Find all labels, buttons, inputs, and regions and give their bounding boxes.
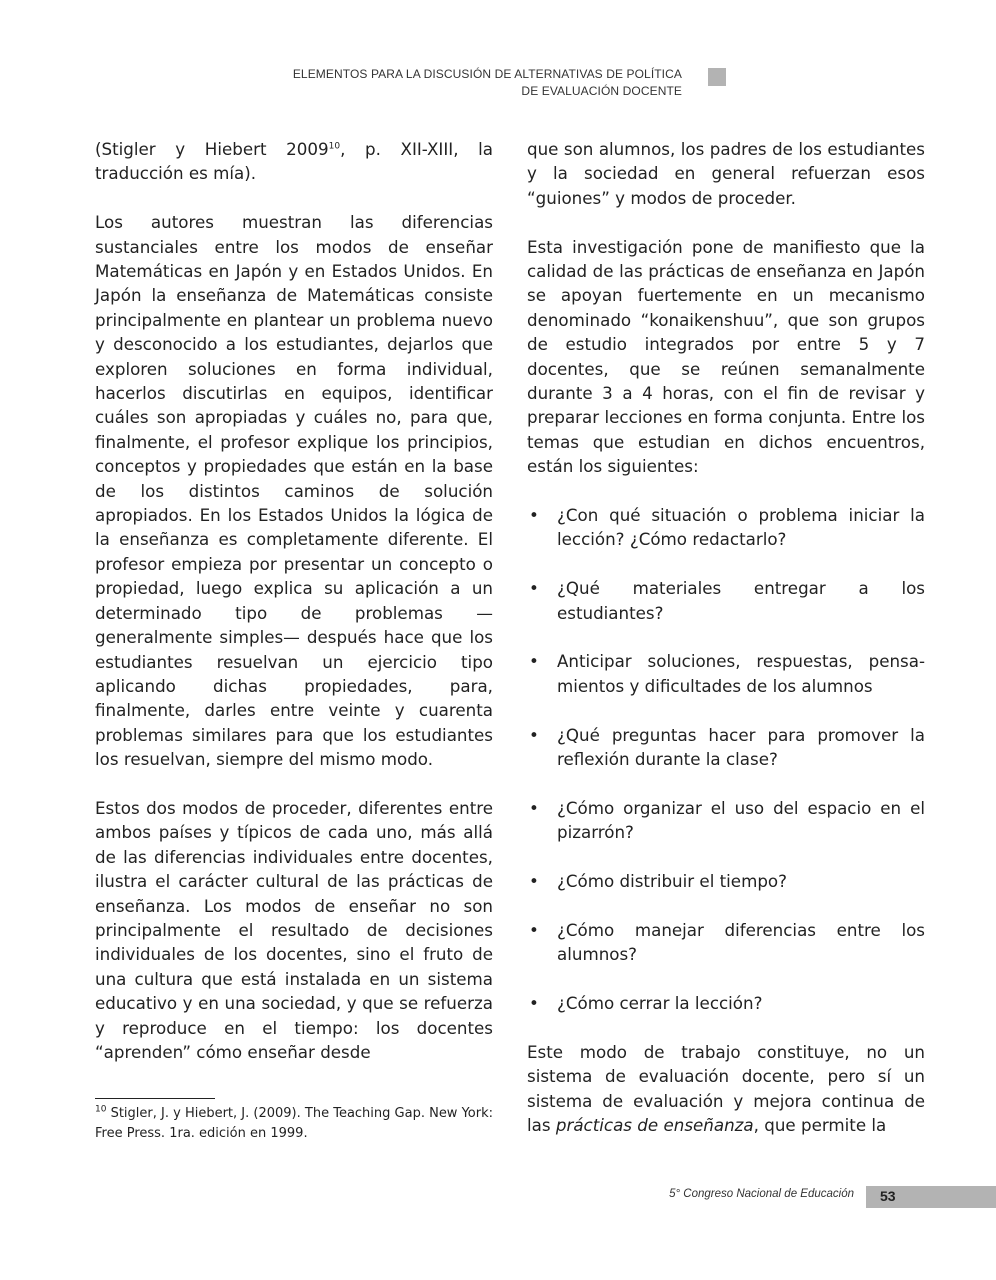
- topics-list: [527, 503, 925, 1015]
- bullet-icon: •: [529, 651, 539, 672]
- footnote: [95, 1104, 493, 1144]
- running-header: [262, 66, 682, 100]
- list-item-text: ¿Con qué situación o problema iniciar la lección? ¿Cómo redactarlo?: [557, 505, 925, 550]
- paragraph-conclusion: [527, 1040, 925, 1138]
- bullet-icon: •: [529, 993, 539, 1014]
- list-item: [527, 723, 925, 772]
- paragraph-citation: [95, 137, 493, 186]
- bullet-icon: •: [529, 797, 539, 818]
- bullet-icon: •: [529, 505, 539, 526]
- list-item-text: ¿Qué materiales entregar a los estudiantes?: [557, 578, 925, 623]
- bullet-icon: •: [529, 871, 539, 892]
- footnote-divider: [95, 1098, 215, 1099]
- header-marker: [708, 68, 726, 86]
- list-item: [527, 918, 925, 967]
- list-item-text: ¿Cómo organizar el uso del espacio en el pizarrón?: [557, 797, 925, 843]
- citation-text-end: , p. XII-XIII, la traducción es mía).: [95, 139, 493, 184]
- page-number-box: [866, 1186, 996, 1208]
- bullet-icon: •: [529, 919, 539, 940]
- paragraph-continuation: que son alumnos, los padres de los estudiantes y la sociedad en general refuerzan esos “guiones” y modos de proceder.: [527, 139, 925, 208]
- citation-text: (Stigler y Hiebert 2009: [95, 139, 329, 159]
- list-item-text: ¿Qué preguntas hacer para promover la reflexión durante la clase?: [557, 724, 925, 770]
- left-column: [95, 137, 493, 1064]
- bullet-icon: •: [529, 724, 539, 745]
- bullet-icon: •: [529, 578, 539, 599]
- conclusion-text: Este modo de trabajo constituye, no un sistema de evaluación docente, pero sí un sistema de evaluación y mejora continua de las: [527, 1041, 925, 1136]
- conclusion-text-end: , que permite la: [753, 1115, 887, 1136]
- list-item: [527, 649, 925, 698]
- list-item-text: ¿Cómo manejar diferencias entre los alumnos?: [557, 919, 925, 965]
- page-number: 53: [880, 1188, 896, 1204]
- paragraph-modes: Estos dos modos de proceder, diferentes entre ambos países y típicos de cada uno, más allá de las diferencias individuales entre docentes, ilustra el carácter cultural de las prácticas de enseñanza. Los modos de enseñar no son principalmente el resultado de decisiones individuales de los docentes, sino el fruto de una cultura que está instalada en un sistema educativo y en una sociedad, y que se refuerza y reproduce en el tiempo: los docentes “aprenden” cómo enseñar desde: [95, 797, 493, 1062]
- header-line-1: ELEMENTOS PARA LA DISCUSIÓN DE ALTERNATIVAS DE POLÍTICA: [292, 67, 682, 81]
- list-item: [527, 503, 925, 552]
- footnote-ref[interactable]: 10: [328, 141, 341, 152]
- footnote-text: Stigler, J. y Hiebert, J. (2009). The Teaching Gap. New York: Free Press. 1ra. edición en 1999.: [95, 1106, 493, 1141]
- emphasis-text: prácticas de enseñanza: [555, 1115, 754, 1136]
- list-item: [527, 796, 925, 845]
- list-item: [527, 576, 925, 625]
- list-item-text: ¿Cómo distribuir el tiempo?: [557, 871, 787, 892]
- right-column: [527, 137, 925, 1138]
- list-item: [527, 991, 925, 1015]
- list-item-text: ¿Cómo cerrar la lección?: [557, 993, 763, 1014]
- list-item-text: Anticipar soluciones, respuestas, pensa-mientos y dificultades de los alumnos: [557, 651, 925, 696]
- footnote-number: 10: [95, 1104, 107, 1115]
- footer-conference: 5° Congreso Nacional de Educación: [669, 1188, 854, 1200]
- header-line-2: DE EVALUACIÓN DOCENTE: [521, 84, 682, 98]
- list-item: [527, 869, 925, 893]
- paragraph-research: Esta investigación pone de manifiesto que la calidad de las prácticas de enseñanza en Japón se apoyan fuertemente en un mecanismo denominado “konaikenshuu”, que son grupos de estudio integrados por entre 5 y 7 docentes, que se reúnen semanalmente durante 3 a 4 horas, con el fin de revisar y preparar lecciones en forma conjunta. Entre los temas que estudian en dichos encuentros, están los siguientes:: [527, 236, 925, 477]
- paragraph-authors: Los autores muestran las diferencias sustanciales entre los modos de enseñar Matemáticas en Japón y en Estados Unidos. En Japón la enseñanza de Matemáticas consiste principalmente en plantear un problema nuevo y desconocido a los estudiantes, dejarlos que exploren soluciones en forma individual, hacerlos discutirlas en equipos, identificar cuáles son apropiadas y cuáles no, para que, finalmente, el profesor explique los principios, conceptos y propiedades que están en la base de los distintos caminos de solución apropiados. En los Estados Unidos la lógica de la enseñanza es completamente diferente. El profesor empieza por presentar un concepto o propiedad, luego explica su aplicación a un determinado tipo de problemas —generalmente simples— después hace que los estudiantes resuelvan un ejercicio tipo aplicando dichas propiedades, para, finalmente, darles entre veinte y cuarenta problemas similares para que los estudiantes los resuelvan, siempre del mismo modo.: [95, 212, 493, 770]
